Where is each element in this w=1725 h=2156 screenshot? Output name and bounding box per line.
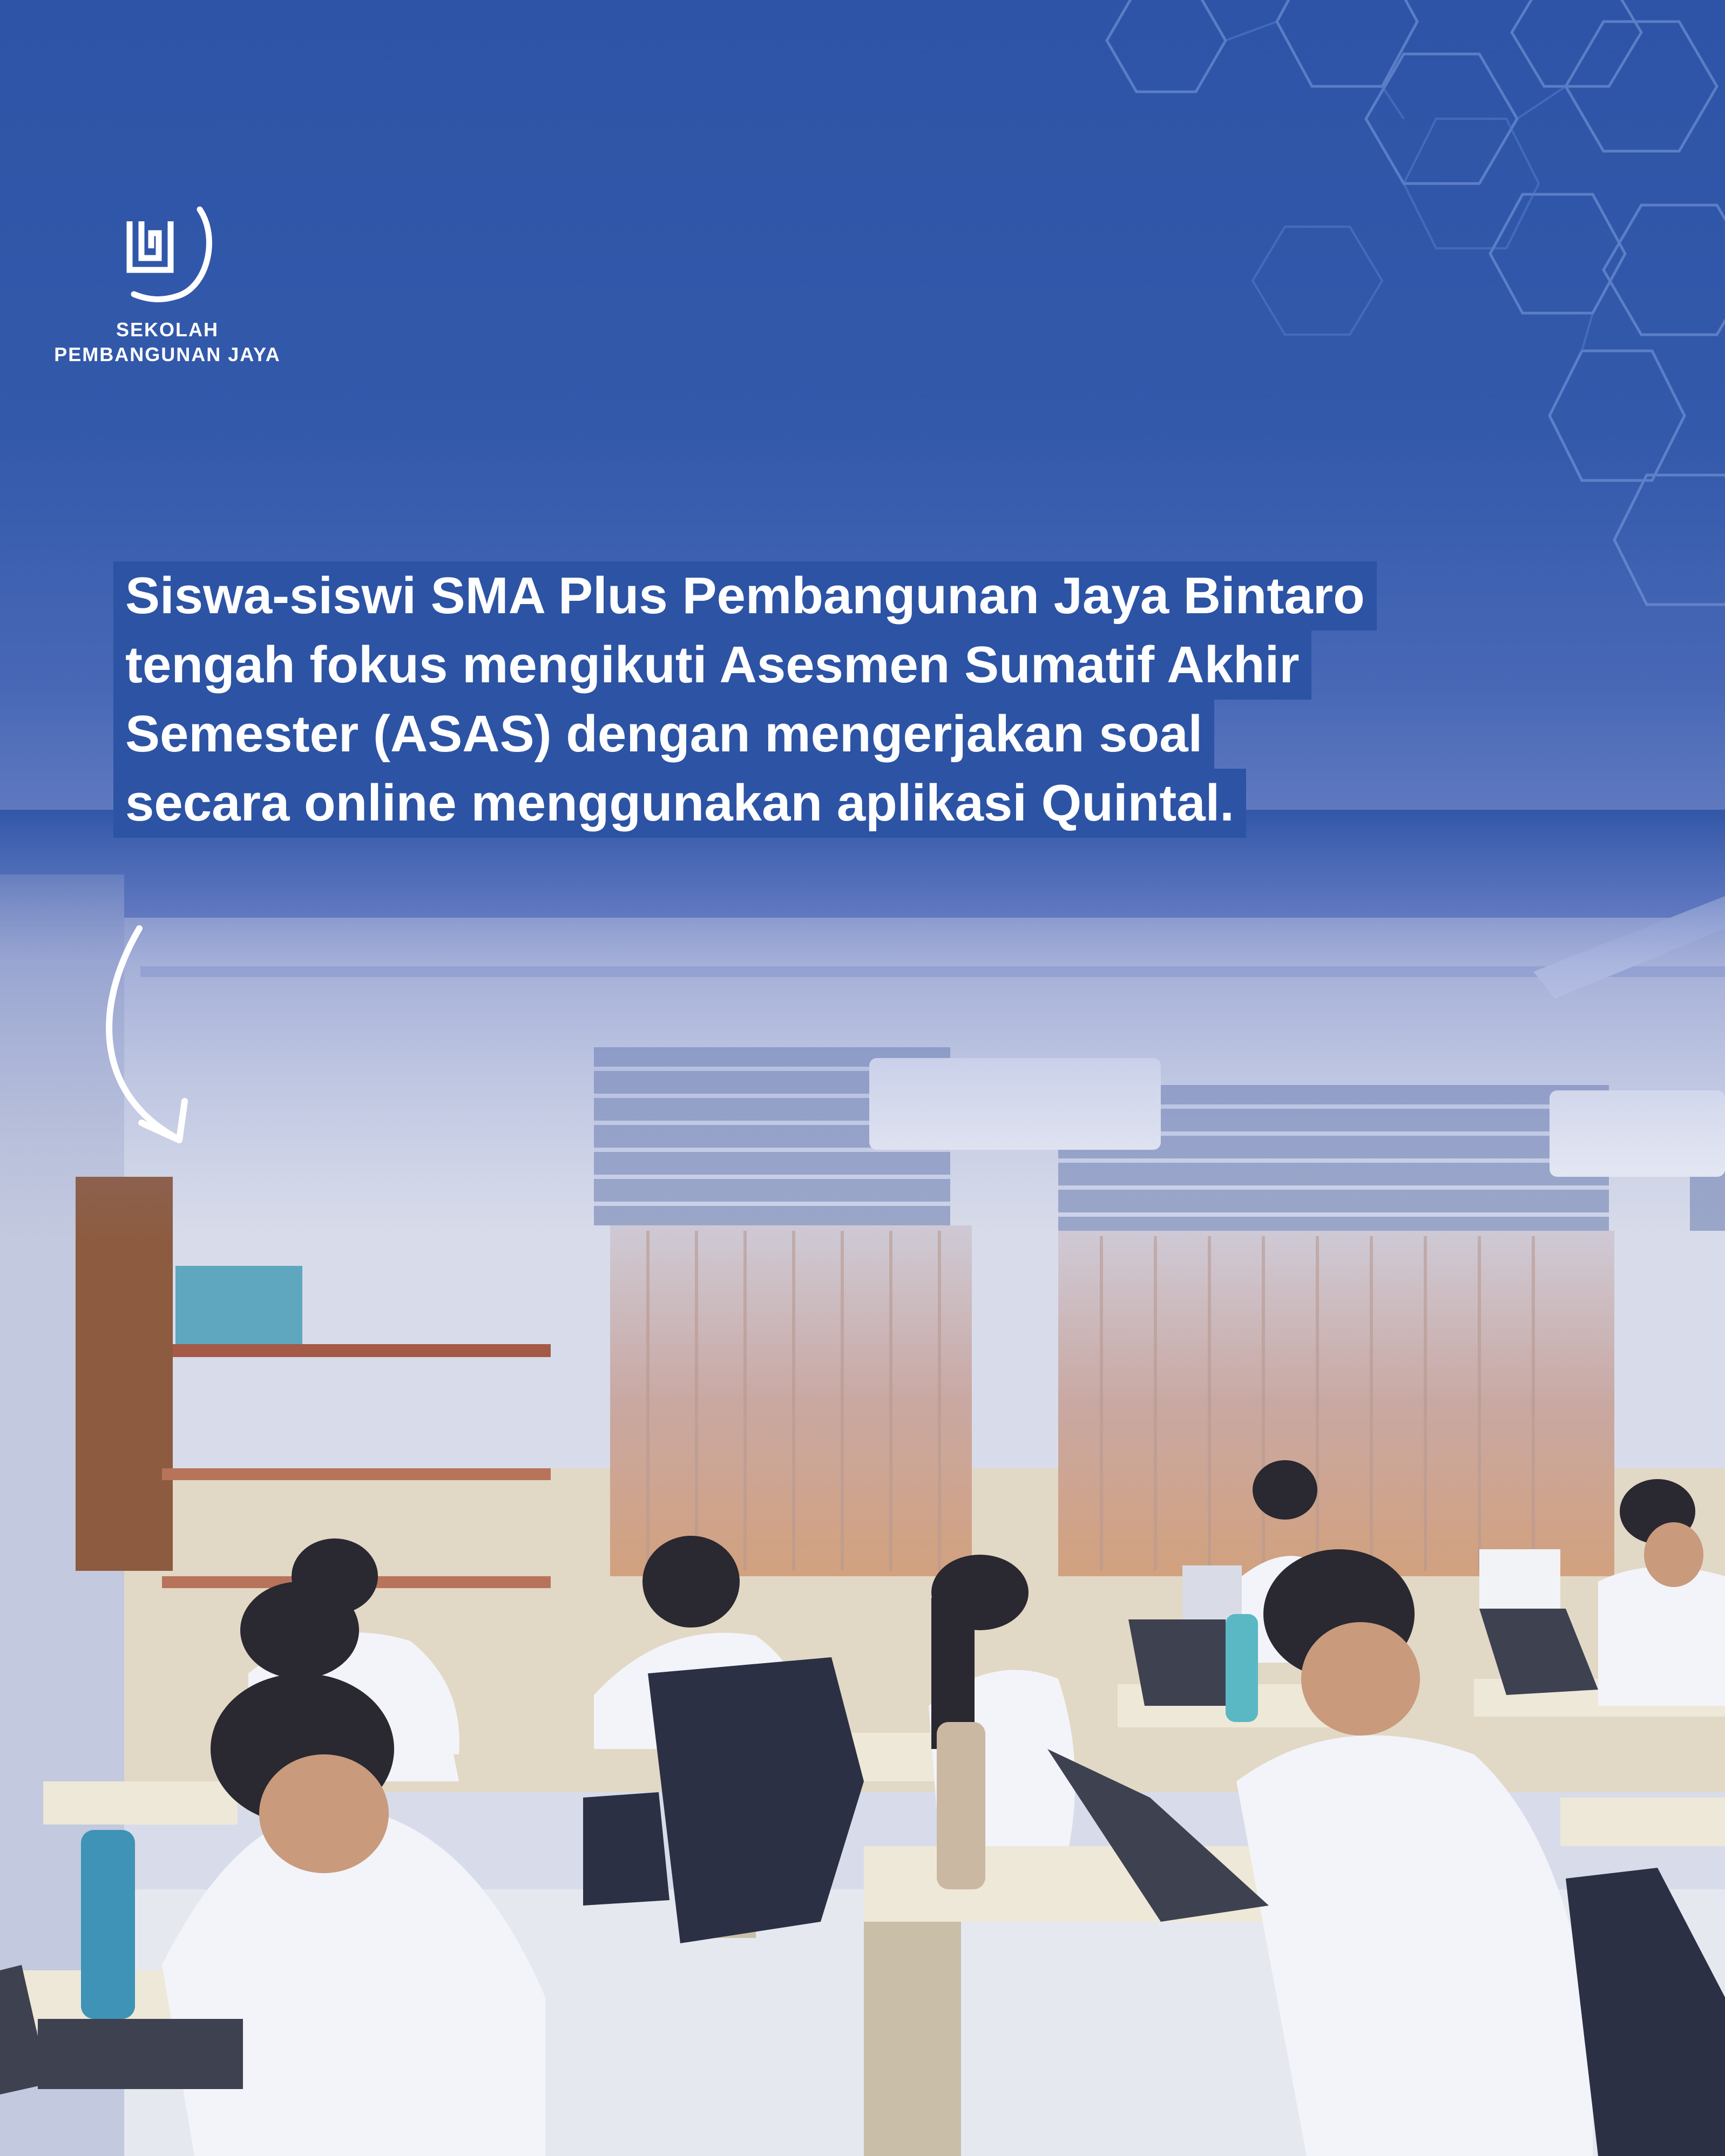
caption [113, 561, 1377, 838]
caption-line-3: Semester (ASAS) dengan mengerjakan soal [113, 700, 1214, 769]
caption-line-2: tengah fokus mengikuti Asesmen Sumatif Akhir [113, 630, 1311, 700]
caption-line-1: Siswa-siswi SMA Plus Pembangunan Jaya Bintaro [113, 561, 1377, 630]
logo-text-line-1: SEKOLAH [116, 318, 219, 341]
caption-line-4: secara online menggunakan aplikasi Quintal. [113, 769, 1246, 838]
logo-text-line-2: PEMBANGUNAN JAYA [54, 343, 281, 365]
logo-mark-icon [119, 205, 216, 308]
school-logo [43, 205, 292, 378]
